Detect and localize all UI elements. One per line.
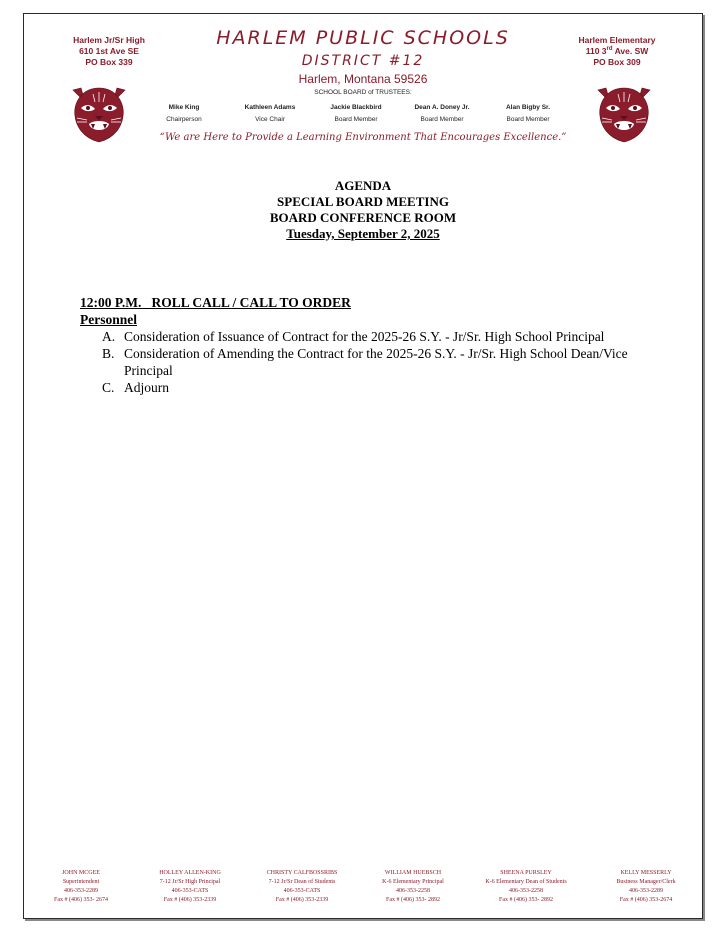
agenda-item-text: Consideration of Issuance of Contract for the 2025-26 S.Y. - Jr/Sr. High School Principal	[124, 329, 605, 344]
meeting-type: SPECIAL BOARD MEETING	[277, 194, 449, 209]
left-school-name: Harlem Jr/Sr High	[73, 35, 145, 45]
meeting-location: BOARD CONFERENCE ROOM	[269, 210, 457, 225]
trustee: Kathleen Adams Vice Chair	[244, 104, 296, 123]
staff-contact: CHRISTY CALFBOSSRIBS 7-12 Jr/Sr Dean of Students 406-353-CATS Fax # (406) 353-2339	[266, 870, 338, 903]
trustee: Mike King Chairperson	[166, 104, 202, 123]
trustee: Dean A. Doney Jr. Board Member	[414, 104, 470, 123]
agenda-items	[102, 328, 662, 396]
district-city: Harlem, Montana 59526	[298, 72, 428, 86]
staff-contact: SHEENA PURSLEY K-6 Elementary Dean of Students 406-353-2258 Fax # (406) 353- 2892	[485, 870, 567, 903]
trustee: Alan Bigby Sr. Board Member	[505, 104, 551, 123]
agenda-item	[102, 379, 662, 396]
district-number: DISTRICT #12	[301, 53, 425, 69]
right-school-address	[562, 35, 672, 68]
staff-contact: KELLY MESSERLY Business Manager/Clerk 406-353-2289 Fax # (406) 353-2674	[616, 870, 676, 903]
roll-call-heading: 12:00 P.M. ROLL CALL / CALL TO ORDER	[80, 295, 351, 310]
left-school-street: 610 1st Ave SE	[79, 46, 139, 56]
wildcat-mascot-logo-left	[67, 82, 131, 146]
agenda-item-letter: A.	[102, 329, 116, 344]
district-title: HARLEM PUBLIC SCHOOLS	[216, 27, 510, 49]
section-heading-personnel: Personnel	[80, 312, 137, 327]
agenda-item-letter: C.	[102, 380, 115, 395]
agenda-item-text: Adjourn	[124, 380, 169, 395]
agenda-item-text: Consideration of Amending the Contract for the 2025-26 S.Y. - Jr/Sr. High School Dean/Vice Principal	[124, 346, 628, 378]
staff-contact: WILLIAM HUEBSCH K-6 Elementary Principal 406-353-2258 Fax # (406) 353- 2892	[382, 870, 444, 903]
document-page	[23, 13, 703, 919]
right-school-street: 110 3rd Ave. SW	[585, 46, 649, 56]
trustees-label: SCHOOL BOARD of TRUSTEES:	[314, 89, 412, 96]
agenda-item	[102, 345, 662, 379]
agenda-title: AGENDA	[334, 178, 392, 193]
agenda-heading	[24, 178, 702, 242]
right-school-name: Harlem Elementary	[578, 35, 656, 45]
staff-contact: JOHN MCGEE Superintendent 406-353-2289 Fax # (406) 353- 2674	[54, 870, 108, 903]
meeting-date: Tuesday, September 2, 2025	[286, 226, 440, 241]
district-motto: “We are Here to Provide a Learning Environment That Encourages Excellence.”	[159, 132, 567, 143]
left-school-pobox: PO Box 339	[85, 57, 133, 67]
trustee: Jackie Blackbird Board Member	[330, 104, 382, 123]
left-school-address	[54, 35, 164, 68]
agenda-item-letter: B.	[102, 346, 115, 361]
staff-contact: HOLLEY ALLEN-KING 7-12 Jr/Sr High Principal 406-353-CATS Fax # (406) 353-2339	[159, 870, 221, 903]
right-school-pobox: PO Box 309	[593, 57, 641, 67]
trustees-list	[154, 102, 572, 126]
agenda-item	[102, 328, 662, 345]
staff-footer	[24, 869, 702, 909]
